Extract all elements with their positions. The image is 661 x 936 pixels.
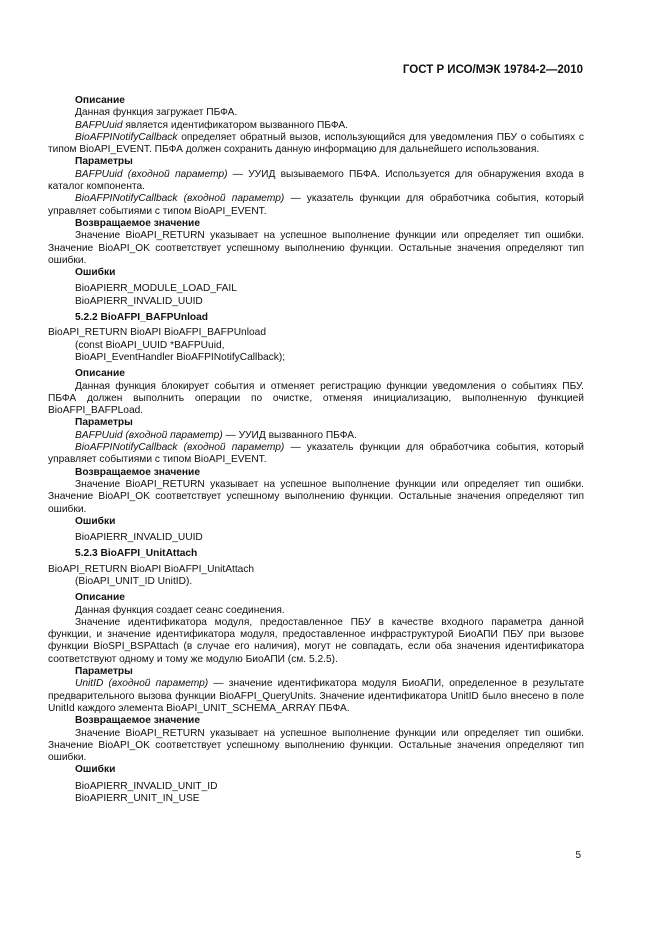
code-line: BioAPI_EventHandler BioAFPINotifyCallback); xyxy=(75,351,286,363)
paragraph: Значение идентификатора модуля, предоставленное ПБУ в качестве входного параметра данной функции, и значение идентификатора модуля, предоставленное инфраструктурой БиоАПИ ПБУ при вызове функции BioSPI_BSPAttach (в случае его наличия), могут не совпадать, если оба значения идентификатора соответствуют одному и тому же модулю БиоАПИ (см. 5.2.5). xyxy=(48,616,584,665)
description-heading: Описание xyxy=(75,592,125,604)
page-header: ГОСТ Р ИСО/МЭК 19784-2—2010 xyxy=(402,64,583,76)
param-name: BAFPUuid (входной параметр) xyxy=(75,168,228,180)
paragraph: UnitID (входной параметр) — значение идентификатора модуля БиоАПИ, определенное в результате предварительного вызова функции BioAFPI_QueryUnits. Значение идентификатора UnitID было внесено в поле UnitId каждого элемента BioAPI_UNIT_SCHEMA_ARRAY ПБФА. xyxy=(48,678,584,714)
parameters-heading: Параметры xyxy=(75,417,133,429)
paragraph: Значение BioAPI_RETURN указывает на успешное выполнение функции или определяет тип ошибки. Значение BioAPI_OK соответствует успешному выполнению функции. Остальные значения определяют тип ошибки. xyxy=(48,478,584,515)
error-code: BioAPIERR_INVALID_UUID xyxy=(75,295,203,307)
paragraph: BioAFPINotifyCallback определяет обратный вызов, использующийся для уведомления ПБУ о событиях с типом BioAPI_EVENT. ПБФА должен сохранить данную информацию для дальнейшего использования. xyxy=(48,131,584,156)
paragraph: BAFPUuid является идентификатором вызванного ПБФА. xyxy=(75,119,349,131)
parameters-heading: Параметры xyxy=(75,666,133,678)
error-code: BioAPIERR_UNIT_IN_USE xyxy=(75,793,200,805)
return-value-heading: Возвращаемое значение xyxy=(75,715,200,727)
paragraph: Данная функция создает сеанс соединения. xyxy=(75,604,285,616)
return-value-heading: Возвращаемое значение xyxy=(75,466,200,478)
error-code: BioAPIERR_INVALID_UUID xyxy=(75,532,203,544)
param-name: BioAFPINotifyCallback xyxy=(75,131,178,143)
param-name: BAFPUuid (входной параметр) xyxy=(75,429,223,441)
errors-heading: Ошибки xyxy=(75,515,116,527)
paragraph: BioAFPINotifyCallback (входной параметр) — указатель функции для обработчика события, который управляет событиями с типом BioAPI_EVENT. xyxy=(48,193,584,217)
code-line: (const BioAPI_UUID *BAFPUuid, xyxy=(75,339,225,351)
paragraph: Значение BioAPI_RETURN указывает на успешное выполнение функции или определяет тип ошибки. Значение BioAPI_OK соответствует успешному выполнению функции. Остальные значения определяют тип ошибки. xyxy=(48,727,584,764)
paragraph: BAFPUuid (входной параметр) — УУИД вызываемого ПБФА. Используется для обнаружения входа в каталог компонента. xyxy=(48,168,585,193)
description-heading: Описание xyxy=(75,95,125,106)
return-value-heading: Возвращаемое значение xyxy=(75,217,200,229)
section-title: 5.2.3 BioAFPI_UnitAttach xyxy=(75,548,198,560)
param-name: BioAFPINotifyCallback (входной параметр) xyxy=(75,193,285,205)
error-code: BioAPIERR_MODULE_LOAD_FAIL xyxy=(75,283,237,295)
description-heading: Описание xyxy=(75,368,125,380)
errors-heading: Ошибки xyxy=(75,267,116,279)
paragraph: Значение BioAPI_RETURN указывает на успешное выполнение функции или определяет тип ошибки. Значение BioAPI_OK соответствует успешному выполнению функции. Остальные значения определяют тип ошибки. xyxy=(48,230,584,266)
code-line: (BioAPI_UNIT_ID UnitID). xyxy=(75,575,193,587)
param-name: BAFPUuid xyxy=(75,119,123,131)
code-line: BioAPI_RETURN BioAPI BioAFPI_BAFPUnload xyxy=(48,327,266,339)
paragraph: BAFPUuid (входной параметр) — УУИД вызванного ПБФА. xyxy=(75,429,357,441)
param-name: UnitID (входной параметр) xyxy=(75,678,209,690)
errors-heading: Ошибки xyxy=(75,764,116,776)
section-title: 5.2.2 BioAFPI_BAFPUnload xyxy=(75,312,209,324)
paragraph: BioAFPINotifyCallback (входной параметр) — указатель функции для обработчика события, который управляет событиями с типом BioAPI_EVENT. xyxy=(48,442,584,466)
parameters-heading: Параметры xyxy=(75,156,133,168)
paragraph: Данная функция блокирует события и отменяет регистрацию функции уведомления о событиях ПБУ. ПБФА должен выполнить операции по очистке, отменяя инициализацию, выполненную функцией BioAFPI_BAFPLoad. xyxy=(48,380,584,417)
page-number: 5 xyxy=(575,850,581,861)
param-name: BioAFPINotifyCallback (входной параметр) xyxy=(75,442,285,454)
paragraph: Данная функция загружает ПБФА. xyxy=(75,107,238,119)
page-content xyxy=(48,95,584,805)
error-code: BioAPIERR_INVALID_UNIT_ID xyxy=(75,780,218,792)
code-line: BioAPI_RETURN BioAPI BioAFPI_UnitAttach xyxy=(48,563,255,575)
